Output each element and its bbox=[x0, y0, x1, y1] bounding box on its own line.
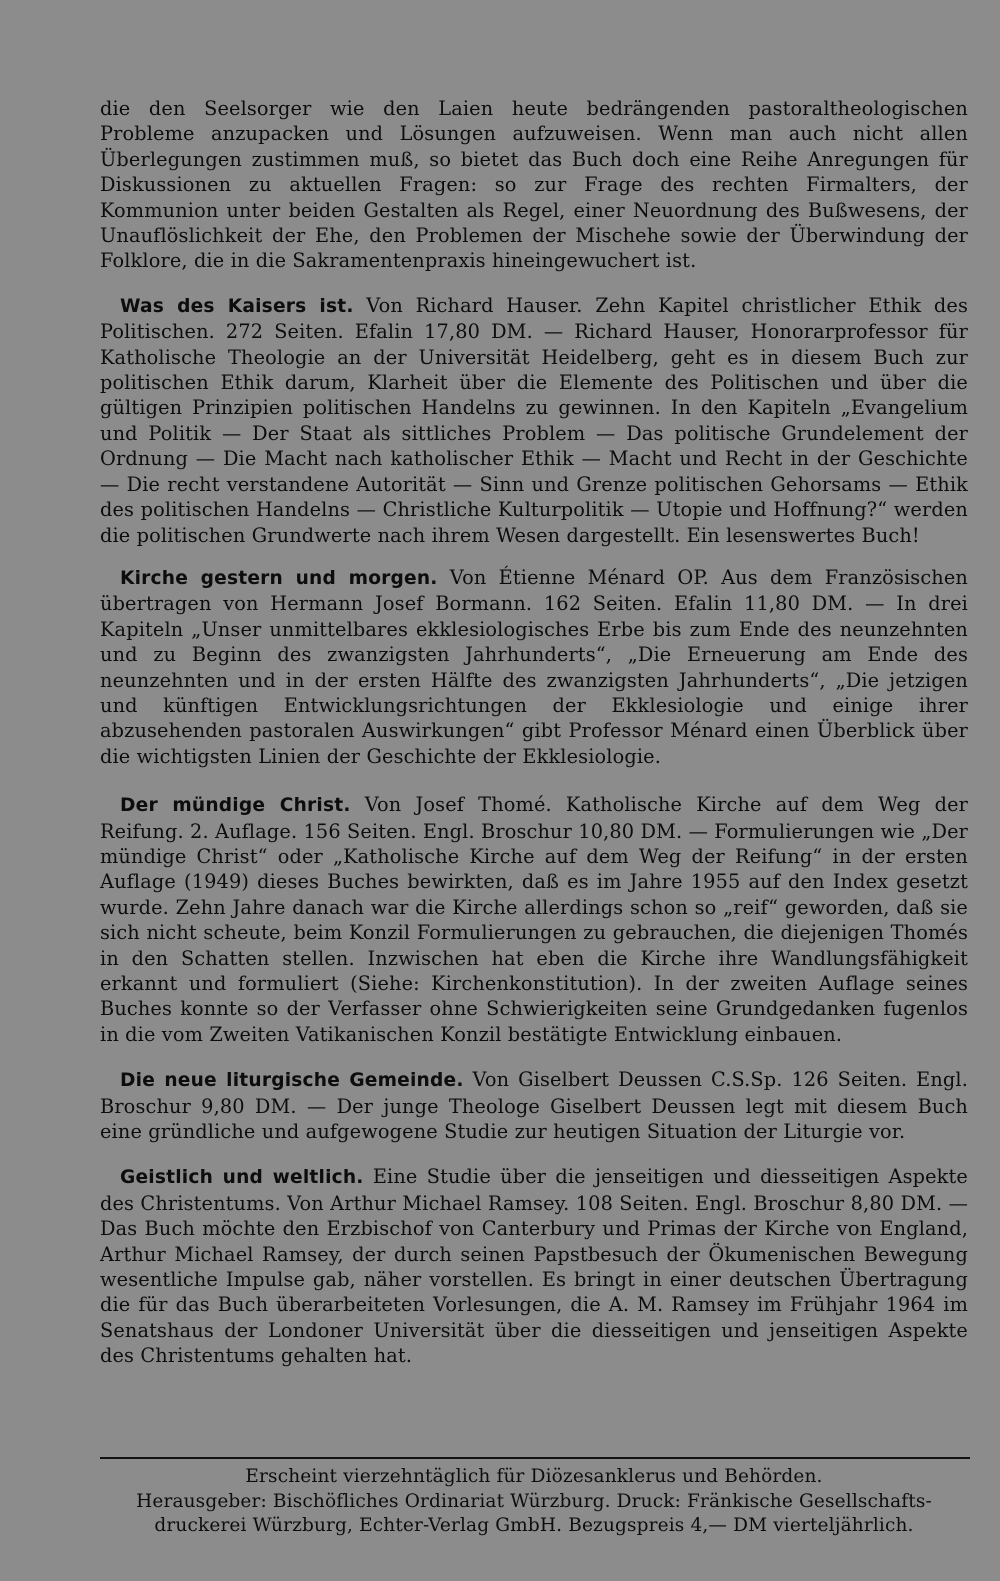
review-text: Eine Studie über die jenseitigen und diesseitigen Aspekte des Christentums. Von Arthur Michael Ramsey. 108 Seiten. Engl. Broschur 8,80 DM. — Das Buch möchte den Erzbischof von Canterbury und Primas der Kirche von England, Arthur Michael Ramsey, der durch seinen Papstbesuch der Ökumenischen Bewegung wesentliche Impulse gab, näher vorstellen. Es bringt in einer deutschen Übertragung die für das Buch überarbeiteten Vorlesungen, die A. M. Ramsey im Frühjahr 1964 im Senatshaus der Londoner Universität über die diesseitigen und jenseitigen Aspekte des Christentums gehalten hat. bbox=[100, 1165, 968, 1368]
footer-line: druckerei Würzburg, Echter-Verlag GmbH. Bezugspreis 4,— DM vierteljährlich. bbox=[154, 1515, 914, 1536]
publication-footer bbox=[100, 1465, 968, 1539]
review-title: Was des Kaisers ist. bbox=[120, 295, 354, 317]
review-entry bbox=[100, 1164, 968, 1368]
review-entry bbox=[100, 1067, 968, 1144]
footer-line: Erscheint vierzehntäglich für Diözesanklerus und Behörden. bbox=[245, 1466, 823, 1487]
intro-paragraph bbox=[100, 96, 968, 274]
footer-divider bbox=[100, 1457, 970, 1459]
intro-text: die den Seelsorger wie den Laien heute bedrängenden pastoraltheologischen Probleme anzupacken und Lösungen aufzuweisen. Wenn man auch nicht allen Überlegungen zustimmen muß, so bietet das Buch doch eine Reihe Anregungen für Diskussionen zu aktuellen Fragen: so zur Frage des rechten Firmalters, der Kommunion unter beiden Gestalten als Regel, einer Neuordnung des Bußwesens, der Unauflöslichkeit der Ehe, den Problemen der Mischehe sowie der Überwindung der Folklore, die in die Sakramentenpraxis hineingewuchert ist. bbox=[100, 97, 968, 273]
review-entry bbox=[100, 293, 968, 548]
review-title: Kirche gestern und morgen. bbox=[120, 567, 438, 589]
page-content bbox=[100, 96, 968, 1369]
footer-line: Herausgeber: Bischöfliches Ordinariat Würzburg. Druck: Fränkische Gesellschafts- bbox=[136, 1490, 932, 1512]
review-text: Von Josef Thomé. Katholische Kirche auf dem Weg der Reifung. 2. Auflage. 156 Seiten. Engl. Broschur 10,80 DM. — Formulierungen wie „Der mündige Christ“ oder „Katholische Kirche auf dem Weg der Reifung“ in der ersten Auflage (1949) dieses Buches bewirkten, daß es im Jahre 1955 auf den Index gesetzt wurde. Zehn Jahre danach war die Kirche allerdings schon so „reif“ geworden, daß sie sich nicht scheute, beim Konzil Formulierungen zu gebrauchen, die diejenigen Thomés in den Schatten stellen. Inzwischen hat eben die Kirche ihre Wandlungsfähigkeit erkannt und formuliert (Siehe: Kirchenkonstitution). In der zweiten Auflage seines Buches konnte so der Verfasser ohne Schwierigkeiten seine Grundgedanken fugenlos in die vom Zweiten Vatikanischen Konzil bestätigte Entwicklung einbauen. bbox=[100, 793, 968, 1046]
review-entry bbox=[100, 792, 968, 1047]
review-entry bbox=[100, 565, 968, 769]
review-text: Von Giselbert Deussen C.S.Sp. 126 Seiten. Engl. Broschur 9,80 DM. — Der junge Theologe Giselbert Deussen legt mit diesem Buch eine gründliche und aufgewogene Studie zur heutigen Situation der Liturgie vor. bbox=[100, 1068, 968, 1144]
review-title: Die neue liturgische Gemeinde. bbox=[120, 1070, 464, 1092]
review-title: Der mündige Christ. bbox=[120, 795, 351, 817]
review-title: Geistlich und weltlich. bbox=[120, 1167, 364, 1189]
review-text: Von Étienne Ménard OP. Aus dem Französischen übertragen von Hermann Josef Bormann. 162 Seiten. Efalin 11,80 DM. — In drei Kapiteln „Unser unmittelbares ekklesiologisches Erbe bis zum Ende des neunzehnten und zu Beginn des zwanzigsten Jahrhunderts“, „Die Erneuerung am Ende des neunzehnten und in der ersten Hälfte des zwanzigsten Jahrhunderts“, „Die jetzigen und künftigen Entwicklungsrichtungen der Ekklesiologie und einige ihrer abzusehenden pastoralen Auswirkungen“ gibt Professor Ménard einen Überblick über die wichtigsten Linien der Geschichte der Ekklesiologie. bbox=[100, 565, 968, 768]
review-text: Von Richard Hauser. Zehn Kapitel christlicher Ethik des Politischen. 272 Seiten. Efalin 17,80 DM. — Richard Hauser, Honorarprofessor für Katholische Theologie an der Universität Heidelberg, geht es in diesem Buch zur politischen Ethik darum, Klarheit über die Elemente des Politischen und über die gültigen Prinzipien politischen Handelns zu gewinnen. In den Kapiteln „Evangelium und Politik — Der Staat als sittliches Problem — Das politische Grundelement der Ordnung — Die Macht nach katholischer Ethik — Macht und Recht in der Geschichte — Die recht verstandene Autorität — Sinn und Grenze politischen Gehorsams — Ethik des politischen Handelns — Christliche Kulturpolitik — Utopie und Hoffnung?“ werden die politischen Grundwerte nach ihrem Wesen dargestellt. Ein lesenswertes Buch! bbox=[100, 293, 968, 547]
